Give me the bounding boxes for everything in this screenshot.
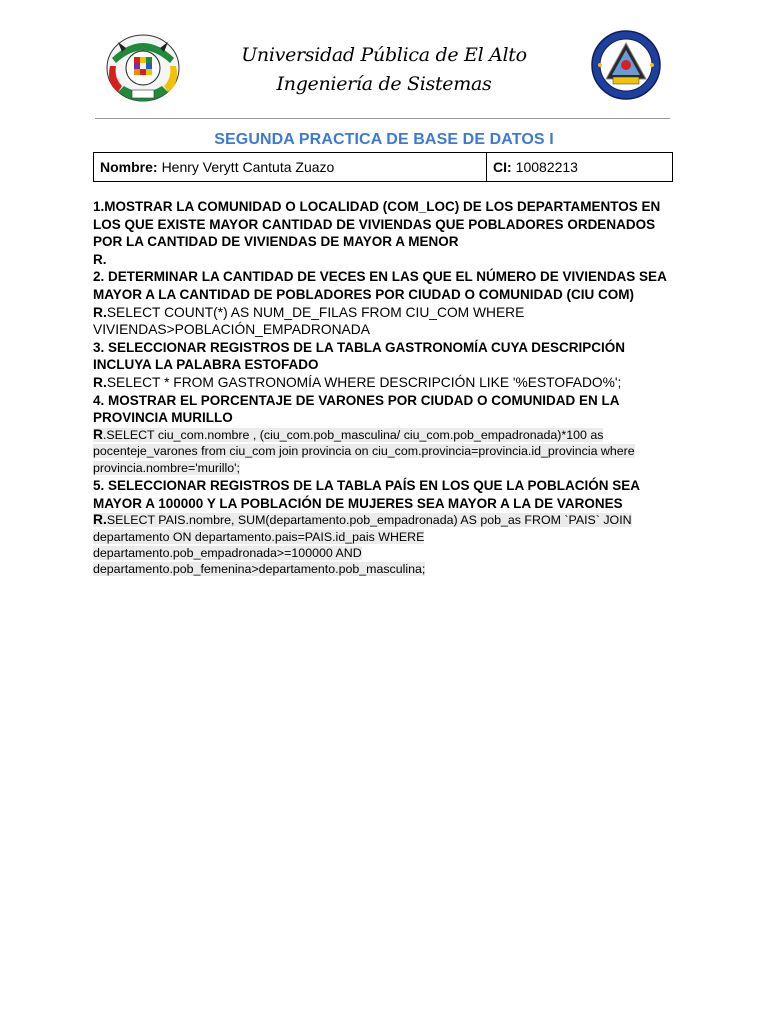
question-5: 5. SELECCIONAR REGISTROS DE LA TABLA PAÍS EN LOS QUE LA POBLACIÓN SEA MAYOR A 100000 Y LA POBLACIÓN DE MUJERES SEA MAYOR A LA DE VARONES xyxy=(93,477,640,511)
question-2: 2. DETERMINAR LA CANTIDAD DE VECES EN LAS QUE EL NÚMERO DE VIVIENDAS SEA MAYOR A LA CANTIDAD DE POBLADORES POR CIUDAD O COMUNIDAD (CIU COM) xyxy=(93,269,667,302)
answer-5-label: R. xyxy=(93,512,107,528)
answer-4-label: R xyxy=(93,426,103,442)
answer-4 xyxy=(93,427,673,476)
question-4: 4. MOSTRAR EL PORCENTAJE DE VARONES POR CIUDAD O COMUNIDAD EN LA PROVINCIA MURILLO xyxy=(93,392,620,426)
ci-label: CI: xyxy=(493,159,512,175)
student-name-cell xyxy=(94,153,487,181)
answer-3 xyxy=(93,374,673,392)
answer-5-sql-line-2: departamento ON departamento.pais=PAIS.id_pais WHERE xyxy=(93,529,425,544)
student-ci-cell xyxy=(487,153,672,181)
header-divider xyxy=(95,118,670,119)
name-label: Nombre: xyxy=(100,159,158,175)
answer-5-sql-line-1: SELECT PAIS.nombre, SUM(departamento.pob_empadronada) AS pob_as FROM `PAIS` JOIN xyxy=(106,513,632,528)
answer-3-label: R. xyxy=(93,374,107,390)
question-1: 1.MOSTRAR LA COMUNIDAD O LOCALIDAD (COM_LOC) DE LOS DEPARTAMENTOS EN LOS QUE EXISTE MAYOR CANTIDAD DE VIVIENDAS QUE POBLADORES ORDENADOS POR LA CANTIDAD DE VIVIENDAS DE MAYOR A MENOR xyxy=(93,199,661,250)
career-name: Ingeniería de Sistemas xyxy=(276,73,492,95)
answer-5-sql-line-3: departamento.pob_empadronada>=100000 AND xyxy=(93,545,362,560)
faculty-seal-icon xyxy=(590,29,662,101)
document-title: SEGUNDA PRACTICA DE BASE DE DATOS I xyxy=(214,131,554,148)
ci-value: 10082213 xyxy=(515,159,578,175)
answer-2 xyxy=(93,304,673,339)
answer-4-sql: .SELECT ciu_com.nombre , (ciu_com.pob_masculina/ ciu_com.pob_empadronada)*100 as pocenteje_varones from ciu_com join provincia on ciu_com.provincia=provincia.id_provincia where provincia.nombre='murillo'; xyxy=(93,427,635,475)
name-value: Henry Verytt Cantuta Zuazo xyxy=(161,159,335,175)
answer-5 xyxy=(93,512,673,578)
student-info-table xyxy=(93,152,673,182)
answer-2-sql: SELECT COUNT(*) AS NUM_DE_FILAS FROM CIU_COM WHERE VIVIENDAS>POBLACIÓN_EMPADRONADA xyxy=(93,304,525,338)
answer-3-sql: SELECT * FROM GASTRONOMÍA WHERE DESCRIPCIÓN LIKE '%ESTOFADO%'; xyxy=(106,374,622,390)
answer-1-label: R. xyxy=(93,251,107,267)
university-name: Universidad Pública de El Alto xyxy=(241,44,527,66)
question-3: 3. SELECCIONAR REGISTROS DE LA TABLA GASTRONOMÍA CUYA DESCRIPCIÓN INCLUYA LA PALABRA ESTOFADO xyxy=(93,339,626,373)
practice-content xyxy=(93,198,673,578)
answer-5-sql-line-4: departamento.pob_femenina>departamento.pob_masculina; xyxy=(93,562,426,577)
answer-2-label: R. xyxy=(93,304,107,320)
